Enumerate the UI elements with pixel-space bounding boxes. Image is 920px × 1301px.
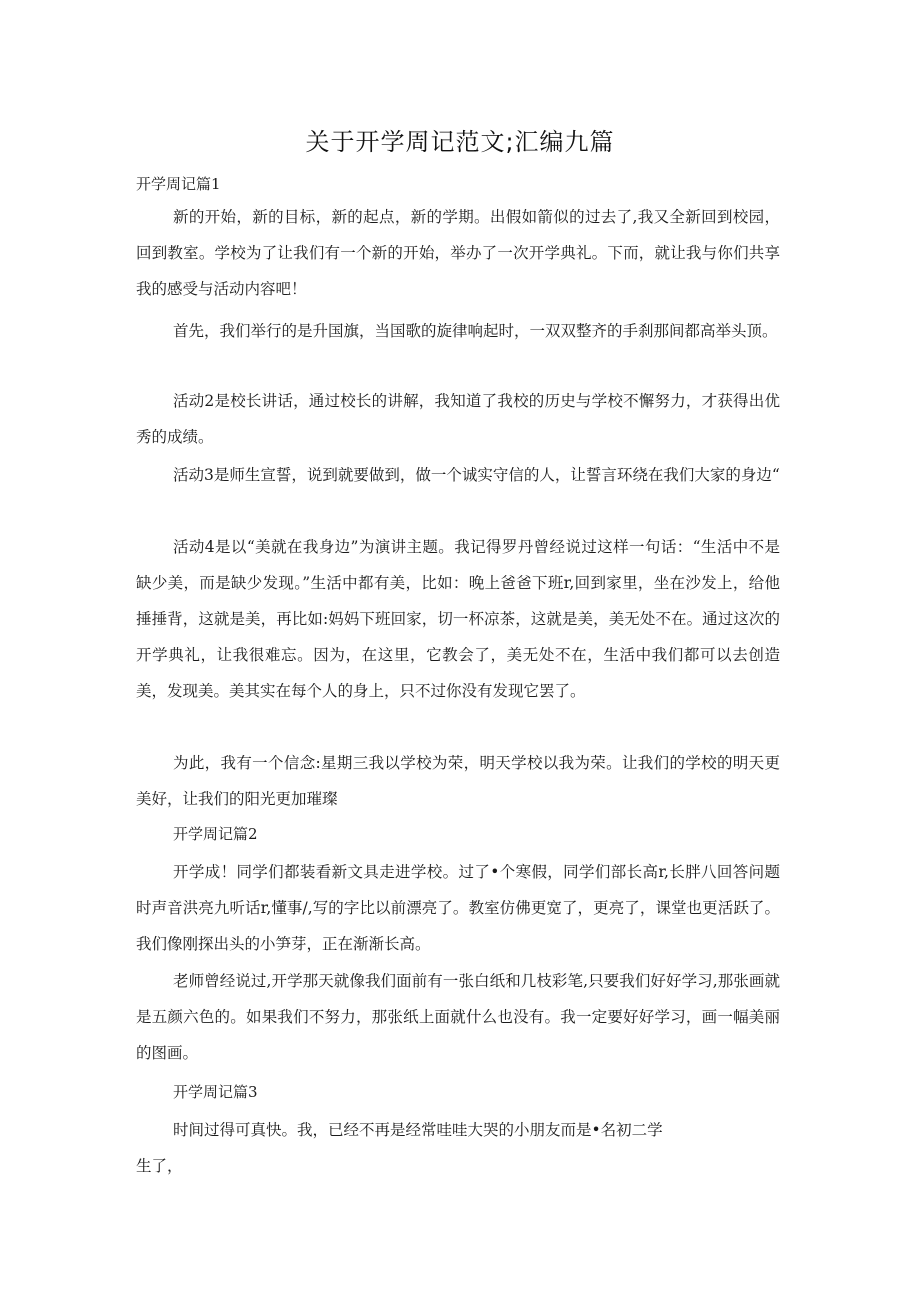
paragraph: 活动3是师生宣誓，说到就要做到，做一个诚实守信的人，让誓言环绕在我们大家的身边“	[173, 466, 780, 484]
document-title: 关于开学周记范文;汇编九篇	[305, 128, 615, 156]
section-heading: 开学周记篇1	[136, 175, 221, 193]
paragraph: 新的开始，新的目标，新的起点，新的学期。出假如箭似的过去了,我又全新回到校园，回到教室。学校为了让我们有一个新的开始，举办了一次开学典礼。下而，就让我与你们共享我的感受与活动内容吧！	[136, 208, 780, 298]
paragraph: 时间过得可真快。我，已经不再是经常哇哇大哭的小朋友而是•名初二学	[173, 1121, 663, 1139]
paragraph: 生了，	[136, 1157, 183, 1175]
paragraph: 活动4是以“美就在我身边”为演讲主题。我记得罗丹曾经说过这样一句话：“生活中不是缺少美，而是缺少发现。”生活中都有美，比如：晚上爸爸下班r,回到家里，坐在沙发上，给他捶捶背，这就是美，再比如:妈妈下班回家，切一杯凉茶，这就是美，美无处不在。通过这次的开学典礼，让我很难忘。因为，在这里，它教会了，美无处不在，生活中我们都可以去创造美，发现美。美其实在每个人的身上，只不过你没有发现它罢了。	[136, 538, 780, 700]
section-heading: 开学周记篇2	[173, 825, 258, 843]
paragraph: 开学成！同学们都装看新文具走进学校。过了•个寒假，同学们部长高r,长胖八回答问题时声音洪亮九听话r,懂事/,写的字比以前漂亮了。教室仿佛更宽了，更亮了，课堂也更活跃了。我们像刚探出头的小笋芽，正在渐渐长高。	[136, 863, 780, 953]
paragraph: 老师曾经说过,开学那天就像我们面前有一张白纸和几枝彩笔,只要我们好好学习,那张画就是五颜六色的。如果我们不努力，那张纸上面就什么也没有。我一定要好好学习，画一幅美丽的图画。	[136, 972, 780, 1062]
paragraph: 活动2是校长讲话，通过校长的讲解，我知道了我校的历史与学校不懈努力，才获得出优秀的成绩。	[136, 392, 780, 446]
paragraph: 首先，我们举行的是升国旗，当国歌的旋律响起时，一双双整齐的手刹那间都高举头顶。	[173, 322, 778, 340]
paragraph: 为此，我有一个信念:星期三我以学校为荣，明天学校以我为荣。让我们的学校的明天更美好，让我们的阳光更加璀璨	[136, 754, 780, 808]
section-heading: 开学周记篇3	[173, 1083, 258, 1101]
